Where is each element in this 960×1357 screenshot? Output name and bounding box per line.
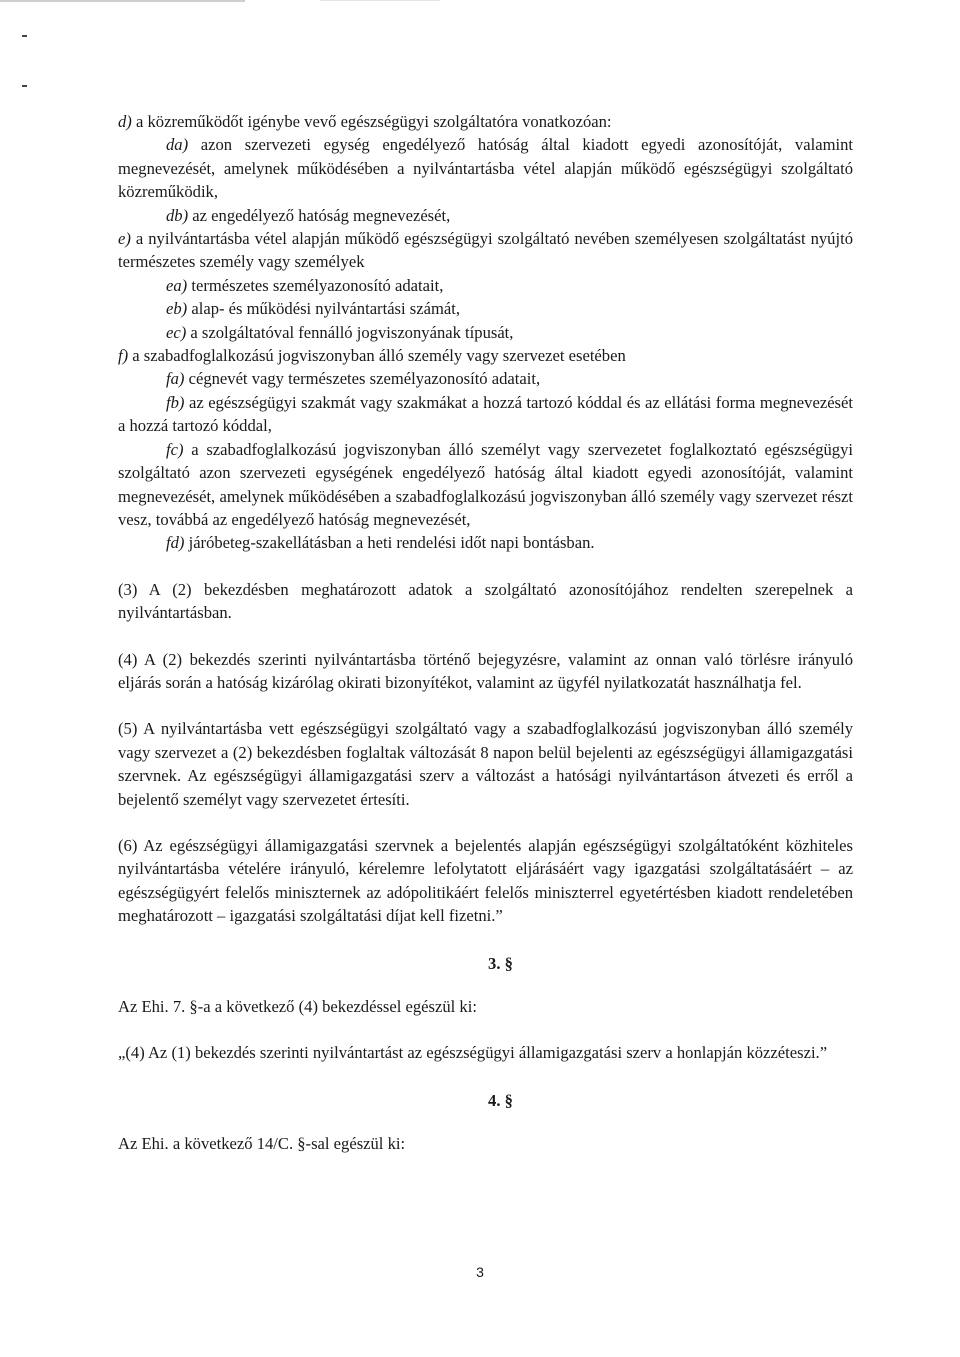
item-e: e) a nyilvántartásba vétel alapján működő egészségügyi szolgáltató nevében személyesen szolgáltatást nyújtó természetes személy vagy személyek bbox=[118, 229, 853, 272]
item-fc: fc) a szabadfoglalkozású jogviszonyban álló személyt vagy szervezetet foglalkoztató egészségügyi szolgáltató azon szervezeti egységének engedélyező hatóság által kiadott egyedi azonosítóját, valamint megnevezését, amelynek működésében a szabadfoglalkozású jogviszonyban álló személy vagy szervezet részt vesz, továbbá az engedélyező hatóság megnevezését, bbox=[118, 439, 853, 529]
section-4-intro: Az Ehi. a következő 14/C. §-sal egészül ki: bbox=[118, 1134, 406, 1154]
scan-artifact-mark bbox=[22, 85, 27, 87]
scan-artifact-line bbox=[0, 0, 245, 2]
item-fb: fb) az egészségügyi szakmát vagy szakmákat a hozzá tartozó kóddal és az ellátási forma megnevezését a hozzá tartozó kóddal, bbox=[118, 392, 853, 436]
section-number-4: 4. § bbox=[488, 1090, 513, 1110]
scan-artifact-mark bbox=[22, 35, 27, 37]
item-fd: fd) járóbeteg-szakellátásban a heti rendelési időt napi bontásban. bbox=[166, 533, 595, 553]
section-number-3: 3. § bbox=[488, 953, 513, 973]
section-3-quote: „(4) Az (1) bekezdés szerinti nyilvántartást az egészségügyi államigazgatási szerv a honlapján közzéteszi.” bbox=[118, 1043, 828, 1063]
item-d: d) a közreműködőt igénybe vevő egészségügyi szolgáltatóra vonatkozóan: bbox=[118, 112, 612, 131]
item-eb: eb) alap- és működési nyilvántartási számát, bbox=[166, 299, 460, 319]
item-f: f) a szabadfoglalkozású jogviszonyban álló személy vagy szervezet esetében bbox=[118, 346, 626, 366]
paragraph-6: (6) Az egészségügyi államigazgatási szervnek a bejelentés alapján egészségügyi szolgáltatóként közhiteles nyilvántartásba vételére irányuló, kérelemre lefolytatott eljárásáért vagy igazgatási szolgáltatásáért – az egészségügyért felelős miniszternek az adópolitikáért felelős miniszterrel egyetértésben kiadott rendeletében meghatározott – igazgatási szolgáltatási díjat kell fizetni.” bbox=[118, 835, 853, 926]
paragraph-4: (4) A (2) bekezdés szerinti nyilvántartásba történő bejegyzésre, valamint az onnan való törlésre irányuló eljárás során a hatóság kizárólag okirati bizonyítékot, valamint az ügyfél nyilatkozatát használhatja fel. bbox=[118, 649, 853, 692]
paragraph-5: (5) A nyilvántartásba vett egészségügyi szolgáltató vagy a szabadfoglalkozású jogviszonyban álló személy vagy szervezet a (2) bekezdésben foglaltak változását 8 napon belül bejelenti az egészségügyi államigazgatási szervnek. Az egészségügyi államigazgatási szerv a változást a hatósági nyilvántartáson átvezeti és erről a bejelentő személyt vagy szervezetet értesíti. bbox=[118, 719, 853, 809]
item-da: da) azon szervezeti egység engedélyező hatóság által kiadott egyedi azonosítóját, valamint megnevezését, amelynek működésében a nyilvántartásba vétel alapján működő egészségügyi szolgáltató közreműködik, bbox=[118, 135, 853, 202]
item-ea: ea) természetes személyazonosító adatait, bbox=[166, 275, 444, 295]
scan-artifact-line bbox=[320, 0, 440, 1]
document-page bbox=[118, 110, 853, 1156]
page-number: 3 bbox=[476, 1264, 484, 1280]
section-3-intro: Az Ehi. 7. §-a a következő (4) bekezdéssel egészül ki: bbox=[118, 997, 477, 1016]
item-fa: fa) cégnevét vagy természetes személyazonosító adatait, bbox=[166, 369, 541, 389]
item-ec: ec) a szolgáltatóval fennálló jogviszonyának típusát, bbox=[166, 322, 514, 342]
item-db: db) az engedélyező hatóság megnevezését, bbox=[166, 205, 451, 225]
paragraph-3: (3) A (2) bekezdésben meghatározott adatok a szolgáltató azonosítójához rendelten szerepelnek a nyilvántartásban. bbox=[118, 579, 853, 623]
